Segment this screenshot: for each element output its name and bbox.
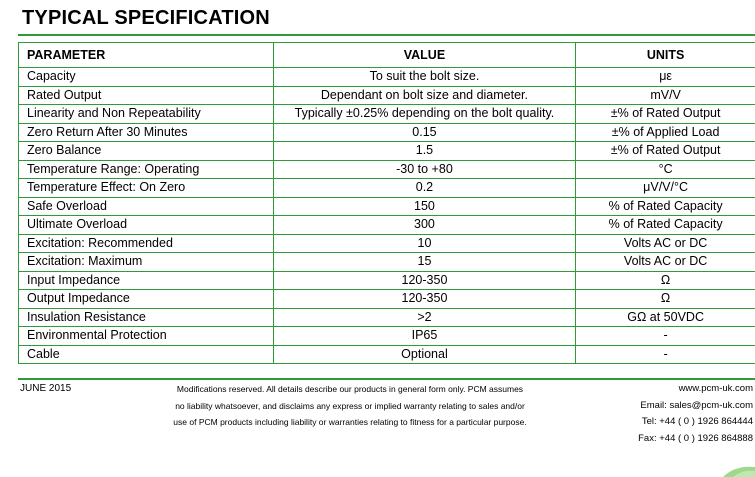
units-cell: % of Rated Capacity: [576, 197, 755, 216]
specification-table: [18, 42, 755, 364]
disclaimer-line: Modifications reserved. All details describe our products in general form only. PCM assumes: [176, 384, 524, 394]
parameter-cell: Environmental Protection: [19, 327, 274, 346]
value-cell: -30 to +80: [273, 160, 576, 179]
parameter-cell: Safe Overload: [19, 197, 274, 216]
table-row: [19, 327, 755, 346]
title-divider: [18, 34, 755, 36]
column-header-value: VALUE: [273, 43, 576, 68]
table-row: [19, 105, 755, 124]
table-body: [19, 68, 755, 364]
parameter-cell: Zero Balance: [19, 142, 274, 161]
units-cell: ±% of Rated Output: [576, 105, 755, 124]
table-row: [19, 253, 755, 272]
value-cell: >2: [273, 308, 576, 327]
value-cell: 0.15: [273, 123, 576, 142]
parameter-cell: Input Impedance: [19, 271, 274, 290]
footer-disclaimer: [140, 381, 560, 431]
value-cell: 1.5: [273, 142, 576, 161]
value-cell: Dependant on bolt size and diameter.: [273, 86, 576, 105]
units-cell: Volts AC or DC: [576, 253, 755, 272]
page-title: TYPICAL SPECIFICATION: [22, 7, 270, 29]
table-header-row: [19, 43, 755, 68]
units-cell: μV/V/°C: [576, 179, 755, 198]
value-cell: Optional: [273, 345, 576, 364]
parameter-cell: Capacity: [19, 68, 274, 87]
value-cell: 10: [273, 234, 576, 253]
units-cell: Ω: [576, 271, 755, 290]
units-cell: με: [576, 68, 755, 87]
table-row: [19, 160, 755, 179]
footer-divider: [18, 378, 755, 380]
units-cell: % of Rated Capacity: [576, 216, 755, 235]
units-cell: -: [576, 345, 755, 364]
parameter-cell: Ultimate Overload: [19, 216, 274, 235]
disclaimer-line: no liability whatsoever, and disclaims any express or implied warranty relating to sales and/or: [175, 400, 525, 411]
column-header-parameter: PARAMETER: [19, 43, 274, 68]
parameter-cell: Rated Output: [19, 86, 274, 105]
disclaimer-line: use of PCM products including liability or warranties relating to fitness for a particular purpose.: [173, 417, 527, 427]
value-cell: IP65: [273, 327, 576, 346]
footer-date: JUNE 2015: [20, 383, 72, 394]
parameter-cell: Excitation: Maximum: [19, 253, 274, 272]
table-row: [19, 216, 755, 235]
table-row: [19, 290, 755, 309]
units-cell: -: [576, 327, 755, 346]
value-cell: 0.2: [273, 179, 576, 198]
table-row: [19, 86, 755, 105]
parameter-cell: Insulation Resistance: [19, 308, 274, 327]
table-row: [19, 271, 755, 290]
value-cell: 120-350: [273, 271, 576, 290]
footer-contact: [638, 381, 753, 447]
parameter-cell: Temperature Range: Operating: [19, 160, 274, 179]
parameter-cell: Cable: [19, 345, 274, 364]
value-cell: 150: [273, 197, 576, 216]
contact-phone: Tel: +44 ( 0 ) 1926 864444: [641, 416, 753, 427]
units-cell: Ω: [576, 290, 755, 309]
value-cell: 300: [273, 216, 576, 235]
table-row: [19, 179, 755, 198]
units-cell: ±% of Applied Load: [576, 123, 755, 142]
parameter-cell: Excitation: Recommended: [19, 234, 274, 253]
contact-email[interactable]: Email: sales@pcm-uk.com: [640, 399, 753, 411]
table-row: [19, 308, 755, 327]
parameter-cell: Zero Return After 30 Minutes: [19, 123, 274, 142]
units-cell: ±% of Rated Output: [576, 142, 755, 161]
corner-leaf-icon: [715, 463, 755, 477]
table-row: [19, 142, 755, 161]
parameter-cell: Output Impedance: [19, 290, 274, 309]
value-cell: Typically ±0.25% depending on the bolt quality.: [273, 105, 576, 124]
units-cell: °C: [576, 160, 755, 179]
units-cell: GΩ at 50VDC: [576, 308, 755, 327]
parameter-cell: Temperature Effect: On Zero: [19, 179, 274, 198]
table-row: [19, 68, 755, 87]
contact-website[interactable]: www.pcm-uk.com: [678, 383, 753, 394]
contact-fax: Fax: +44 ( 0 ) 1926 864888: [638, 432, 753, 444]
table-row: [19, 123, 755, 142]
units-cell: Volts AC or DC: [576, 234, 755, 253]
table-row: [19, 197, 755, 216]
units-cell: mV/V: [576, 86, 755, 105]
table-row: [19, 345, 755, 364]
column-header-units: UNITS: [576, 43, 755, 68]
parameter-cell: Linearity and Non Repeatability: [19, 105, 274, 124]
value-cell: 15: [273, 253, 576, 272]
value-cell: To suit the bolt size.: [273, 68, 576, 87]
value-cell: 120-350: [273, 290, 576, 309]
table-row: [19, 234, 755, 253]
